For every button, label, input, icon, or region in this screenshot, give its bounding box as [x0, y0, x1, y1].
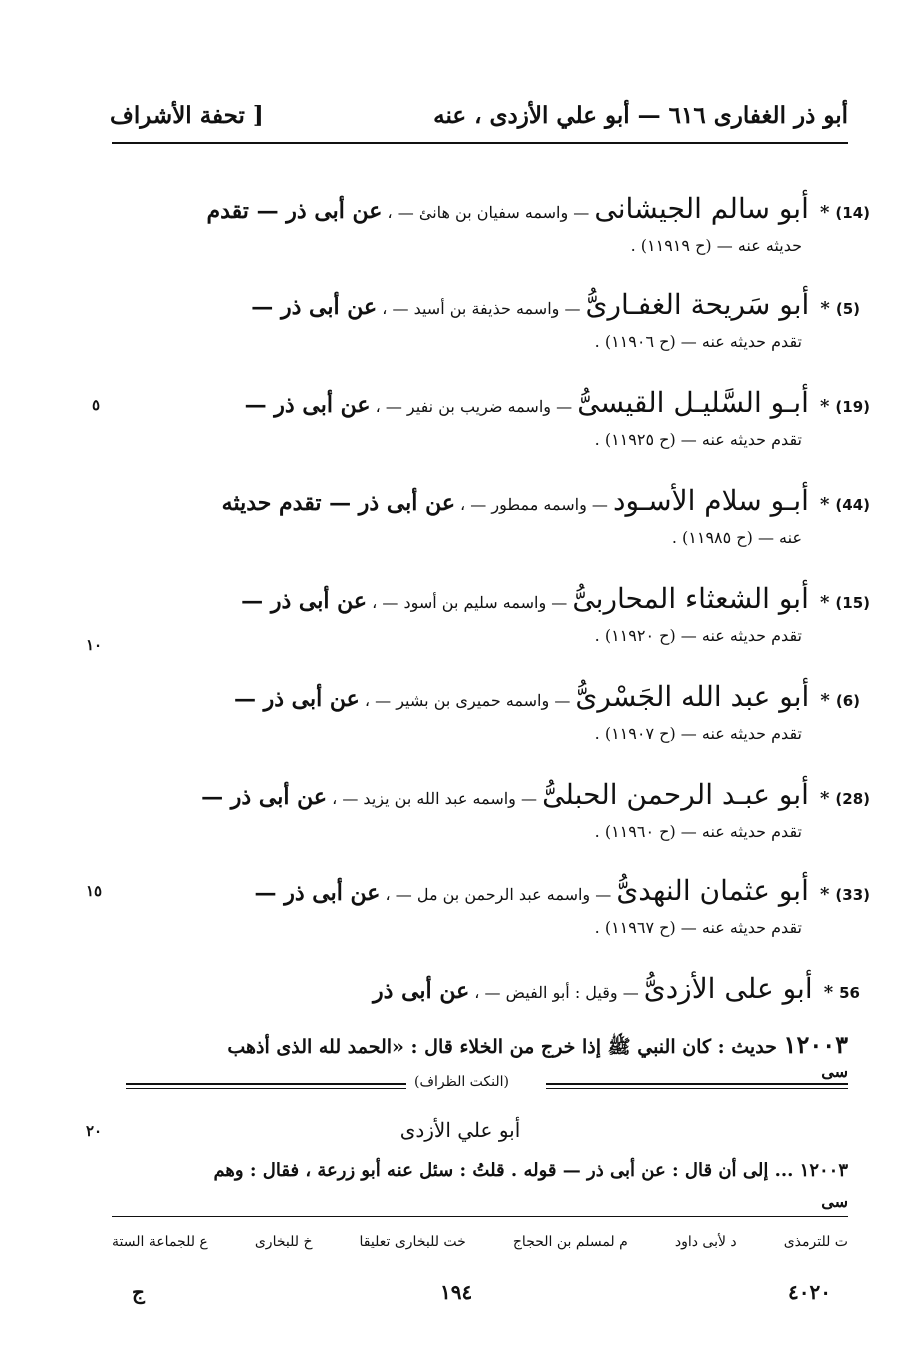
- star-icon: *: [819, 396, 830, 417]
- entry-reference: حديثه عنه — (ح ١١٩١٩) .: [630, 236, 802, 255]
- entry-tail: عن أبى ذر —: [233, 686, 360, 712]
- narrator-alias: — واسمه حميرى بن بشير — ،: [364, 691, 571, 710]
- star-icon: *: [819, 788, 830, 809]
- entry-number: (6): [835, 692, 860, 710]
- entry-reference: تقدم حديثه عنه — (ح ١١٩٢٥) .: [594, 430, 802, 449]
- entry-reference: تقدم حديثه عنه — (ح ١١٩٠٧) .: [594, 724, 802, 743]
- divider-label: (النكت الظراف): [410, 1074, 513, 1090]
- entry-reference: تقدم حديثه عنه — (ح ١١٩٦٧) .: [594, 918, 802, 937]
- margin-line-number: ١٥: [86, 882, 103, 900]
- margin-line-number: ٢٠: [86, 1122, 103, 1140]
- entry-tail: عن أبى ذر —: [254, 880, 381, 906]
- narrator-name: أبو عثمان النهدىُّ: [616, 874, 809, 907]
- entry-tail: عن أبى ذر: [373, 978, 470, 1004]
- header-work-title: [ تحفة الأشراف: [110, 102, 264, 129]
- entry-number: (28): [835, 790, 870, 808]
- narrator-name: أبو سَريحة الغفـارىُّ: [585, 288, 810, 321]
- narrator-alias: — واسمه حذيفة بن أسيد — ،: [382, 299, 581, 318]
- narrator-alias: — واسمه ممطور — ،: [460, 495, 608, 514]
- narrator-alias: — واسمه سفيان بن هانئ — ،: [387, 203, 590, 222]
- abbreviations-key: [112, 1234, 848, 1250]
- entry-tail: عن أبى ذر —: [241, 588, 368, 614]
- abbreviation: ع للجماعة الستة: [112, 1234, 208, 1250]
- entry-reference: تقدم حديثه عنه — (ح ١١٩٢٠) .: [594, 626, 802, 645]
- entry-tail: عن أبى ذر — تقدم حديثه: [221, 490, 455, 516]
- entry-number: 56: [839, 984, 860, 1002]
- abbreviation: خ للبخارى: [254, 1234, 313, 1250]
- star-icon: *: [819, 202, 830, 223]
- star-icon: *: [819, 884, 830, 905]
- entry-tail: عن أبى ذر —: [251, 294, 378, 320]
- entry-tail: عن أبى ذر — تقدم: [206, 198, 383, 224]
- narrator-name: أبـو السَّليـل القيسىُّ: [577, 386, 809, 419]
- entry-reference: تقدم حديثه عنه — (ح ١١٩٠٦) .: [594, 332, 802, 351]
- entry-reference: عنه — (ح ١١٩٨٥) .: [671, 528, 802, 547]
- star-icon: *: [823, 982, 834, 1003]
- entry-number: (19): [835, 398, 870, 416]
- star-icon: *: [820, 298, 830, 319]
- note-text: ١٢٠٠٣ ... إلى أن قال : عن أبى ذر — قوله . قلتُ : سئل عنه أبو زرعة ، فقال : وهم: [213, 1160, 848, 1181]
- hadith-entry: [112, 1030, 848, 1063]
- note-siglum: سى: [821, 1192, 848, 1211]
- entry-tail: عن أبى ذر —: [244, 392, 371, 418]
- hadith-siglum: سى: [821, 1062, 848, 1081]
- header-rule: [112, 142, 848, 144]
- narrator-alias: — وقيل : أبو الفيض — ،: [474, 983, 639, 1002]
- footer-rule: [112, 1216, 848, 1217]
- abbreviation: م لمسلم بن الحجاج: [512, 1234, 628, 1250]
- section-divider: [126, 1076, 848, 1098]
- narrator-name: أبو الشعثاء المحاربىُّ: [572, 582, 809, 615]
- entry-number: (14): [835, 204, 870, 222]
- entry-number: (15): [835, 594, 870, 612]
- entry-tail: عن أبى ذر —: [201, 784, 327, 810]
- abbreviation: د لأبى داود: [674, 1234, 737, 1250]
- star-icon: *: [819, 494, 830, 515]
- entry-reference: تقدم حديثه عنه — (ح ١١٩٦٠) .: [594, 822, 802, 841]
- abbreviation: خت للبخارى تعليقا: [359, 1234, 466, 1250]
- entry-number: (33): [835, 886, 870, 904]
- abbreviation: ت للترمذى: [783, 1234, 848, 1250]
- volume-letter: ج: [132, 1280, 145, 1304]
- star-icon: *: [819, 592, 830, 613]
- narrator-alias: — واسمه عبد الله بن يزيد — ،: [332, 789, 537, 808]
- narrator-alias: — واسمه ضريب بن نفير — ،: [375, 397, 573, 416]
- narrator-alias: — واسمه عبد الرحمن بن مل — ،: [385, 885, 612, 904]
- entry-number: (44): [835, 496, 870, 514]
- margin-line-number: ٥: [92, 396, 101, 414]
- narrator-name: أبو سالم الجيشانى: [594, 192, 809, 225]
- section-title: أبو علي الأزدى: [399, 1118, 521, 1142]
- star-icon: *: [820, 690, 830, 711]
- page-header: [110, 100, 848, 140]
- page-number: ١٩٤: [440, 1280, 473, 1304]
- entry-number: (5): [835, 300, 860, 318]
- narrator-name: أبو عبد الله الجَسْرىُّ: [575, 680, 810, 713]
- narrator-name: أبـو سلام الأسـود: [613, 484, 809, 517]
- narrator-alias: — واسمه سليم بن أسود — ،: [372, 593, 568, 612]
- narrator-name: أبو على الأزدىُّ: [643, 972, 813, 1005]
- margin-line-number: ١٠: [86, 636, 103, 654]
- hadith-number: ١٢٠٠٣: [783, 1030, 848, 1059]
- hadith-text: حديث : كان النبي ﷺ إذا خرج من الخلاء قال : «الحمد لله الذى أذهب: [227, 1036, 777, 1058]
- narrator-name: أبو عبـد الرحمن الحبلىُّ: [542, 778, 809, 811]
- serial-number: ٤٠٢٠: [788, 1280, 831, 1304]
- header-title: أبو ذر الغفارى ٦١٦ — أبو علي الأزدى ، عنه: [433, 102, 848, 129]
